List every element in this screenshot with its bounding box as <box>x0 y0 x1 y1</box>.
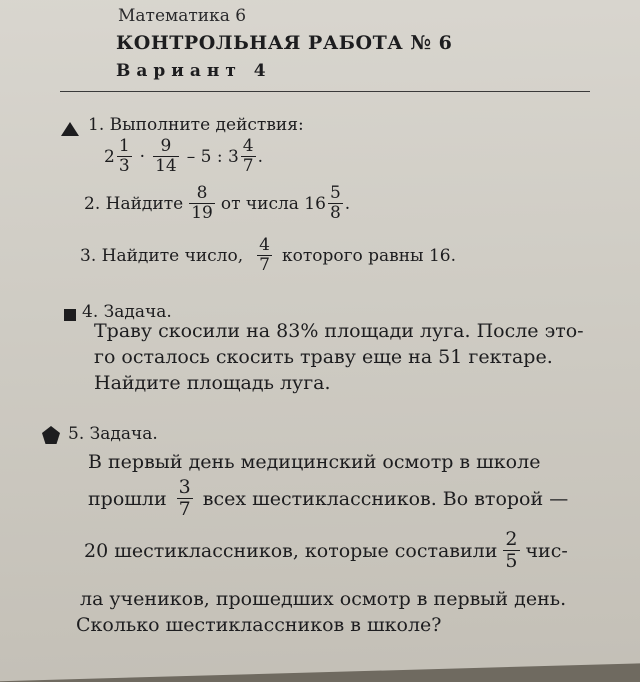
frac-num: 4 <box>242 136 254 156</box>
frac-den: 5 <box>505 550 518 572</box>
frac-den: 7 <box>242 156 254 176</box>
task2-line <box>84 185 350 222</box>
fraction-4-7 <box>257 237 272 274</box>
task4-text-line-3: Найдите площадь луга. <box>94 372 331 394</box>
task5-text-line-5: Сколько шестиклассников в школе? <box>76 614 442 636</box>
task2-pre: 2. Найдите <box>84 193 184 214</box>
frac-den: 8 <box>329 203 341 223</box>
expression-middle: – 5 : 3 <box>186 146 239 167</box>
task3-line <box>80 237 456 274</box>
square-marker-icon <box>64 309 76 321</box>
multiply-dot: · <box>139 146 146 167</box>
task3-post: которого равны 16. <box>281 245 457 266</box>
subject-label: Математика 6 <box>118 6 247 26</box>
fraction-3-7 <box>177 478 193 519</box>
task5-line2-pre: прошли <box>88 487 167 510</box>
triangle-marker-icon <box>61 122 79 136</box>
frac-num: 8 <box>196 183 208 203</box>
task3-pre: 3. Найдите число, <box>80 245 244 266</box>
frac-den: 7 <box>259 255 270 275</box>
task5-line2-post: всех шестиклассников. Во второй — <box>202 487 569 510</box>
frac-num: 3 <box>178 476 191 498</box>
header-divider <box>60 91 590 92</box>
frac-den: 7 <box>178 498 191 520</box>
task4-text-line-1: Траву скосили на 83% площади луга. После это- <box>94 320 584 342</box>
frac-den: 19 <box>191 203 213 223</box>
fraction-4-7 <box>241 138 256 175</box>
fraction-5-8 <box>328 185 343 222</box>
frac-num: 4 <box>259 235 270 255</box>
frac-num: 9 <box>160 136 172 156</box>
task5-text-line-4: ла учеников, прошедших осмотр в первый день. <box>80 588 567 610</box>
pentagon-marker-icon <box>41 425 61 445</box>
fraction-9-14 <box>153 138 179 175</box>
task1-expression <box>104 138 263 175</box>
frac-den: 14 <box>155 156 177 176</box>
fraction-8-19 <box>189 185 215 222</box>
task5-text-line-1: В первый день медицинский осмотр в школе <box>88 451 541 473</box>
page-title: КОНТРОЛЬНАЯ РАБОТА № 6 <box>116 32 453 54</box>
task5-label: 5. Задача. <box>68 424 158 444</box>
expression-end: . <box>257 146 264 167</box>
task5-text-line-2 <box>88 478 568 519</box>
frac-num: 2 <box>505 528 518 550</box>
task2-mid: от числа 16 <box>220 193 326 214</box>
fraction-1-3 <box>117 138 132 175</box>
frac-den: 3 <box>118 156 130 176</box>
task2-end: . <box>344 193 351 214</box>
variant-label: Вариант 4 <box>116 61 272 81</box>
task5-line3-post: чис- <box>525 539 568 562</box>
fraction-2-5 <box>503 530 519 571</box>
frac-num: 5 <box>329 183 341 203</box>
frac-num: 1 <box>118 136 130 156</box>
task4-label: 4. Задача. <box>82 302 172 322</box>
task5-text-line-3 <box>84 530 568 571</box>
task1-label: 1. Выполните действия: <box>88 115 304 135</box>
mixed-whole: 2 <box>104 146 115 167</box>
task4-text-line-2: го осталось скосить траву еще на 51 гектаре. <box>94 346 553 368</box>
task5-line3-pre: 20 шестиклассников, которые составили <box>84 539 498 562</box>
